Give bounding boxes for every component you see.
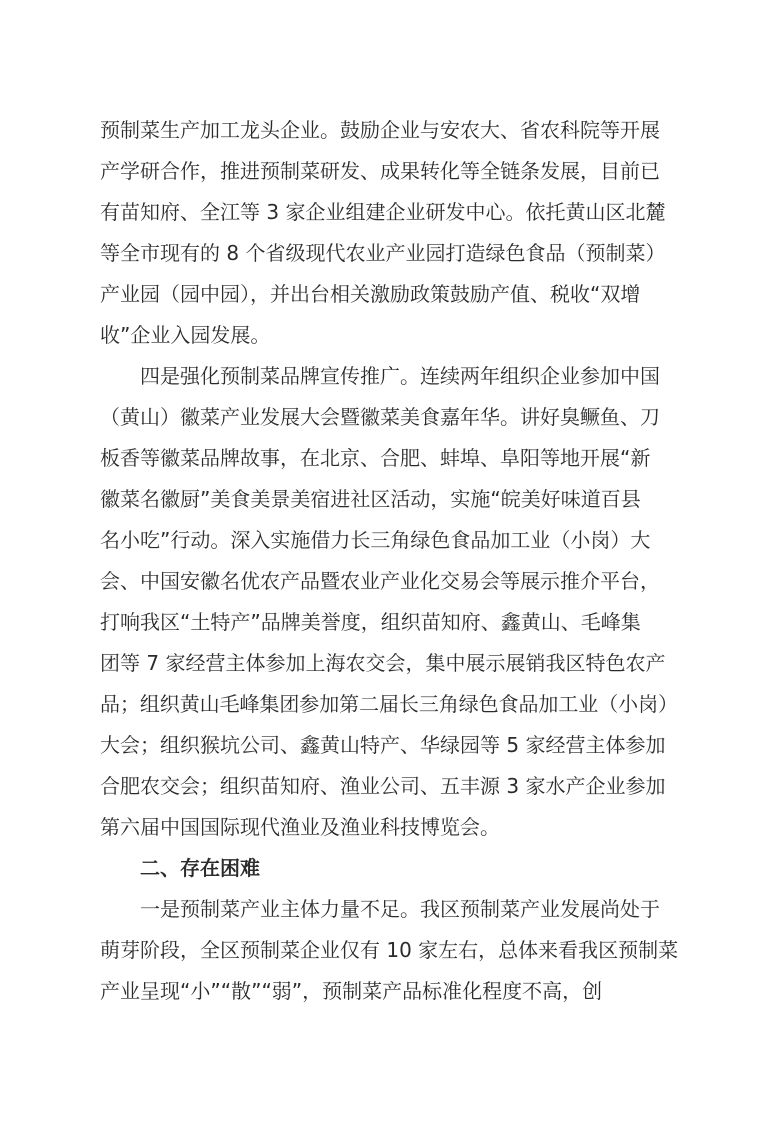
text-line-content: 有苗知府、全江等 3 家企业组建企业研发中心。依托黄山区北麓 <box>100 200 666 224</box>
text-line-content: 四是强化预制菜品牌宣传推广。连续两年组织企业参加中国 <box>140 364 660 388</box>
text-line-content: 名小吃”行动。深入实施借力长三角绿色食品加工业（小岗）大 <box>100 528 651 552</box>
text-line-content: 一是预制菜产业主体力量不足。我区预制菜产业发展尚处于 <box>140 897 660 921</box>
text-line <box>0 113 777 147</box>
text-line-content: （黄山）徽菜产业发展大会暨徽菜美食嘉年华。讲好臭鳜鱼、刀 <box>100 405 660 429</box>
text-line-content: 打响我区“土特产”品牌美誉度，组织苗知府、鑫黄山、毛峰集 <box>100 610 641 634</box>
text-line-content: 团等 7 家经营主体参加上海农交会，集中展示展销我区特色农产 <box>100 651 666 675</box>
paragraph-first-line <box>0 892 777 926</box>
text-line-content: 预制菜生产加工龙头企业。鼓励企业与安农大、省农科院等开展 <box>100 118 660 142</box>
text-line <box>0 769 777 803</box>
section-heading <box>0 851 777 885</box>
text-line <box>0 400 777 434</box>
text-line <box>0 933 777 967</box>
text-line-content: 徽菜名徽厨”美食美景美宿进社区活动，实施“皖美好味道百县 <box>100 487 641 511</box>
text-line <box>0 523 777 557</box>
text-line-content: 会、中国安徽名优农产品暨农业产业化交易会等展示推介平台， <box>100 569 660 593</box>
text-line <box>0 646 777 680</box>
text-line <box>0 687 777 721</box>
text-line <box>0 810 777 844</box>
text-line <box>0 974 777 1008</box>
text-line-content: 第六届中国国际现代渔业及渔业科技博览会。 <box>100 815 500 839</box>
text-line <box>0 441 777 475</box>
text-line-content: 合肥农交会；组织苗知府、渔业公司、五丰源 3 家水产企业参加 <box>100 774 666 798</box>
text-line <box>0 605 777 639</box>
text-line <box>0 195 777 229</box>
text-line-content: 板香等徽菜品牌故事，在北京、合肥、蚌埠、阜阳等地开展“新 <box>100 446 651 470</box>
text-line-content: 大会；组织猴坑公司、鑫黄山特产、华绿园等 5 家经营主体参加 <box>100 733 666 757</box>
text-line <box>0 482 777 516</box>
text-line-content: 收”企业入园发展。 <box>100 323 271 347</box>
text-line-content: 萌芽阶段，全区预制菜企业仅有 10 家左右，总体来看我区预制菜 <box>100 938 679 962</box>
text-line-content: 产业园（园中园），并出台相关激励政策鼓励产值、税收“双增 <box>100 282 641 306</box>
text-line-content: 等全市现有的 8 个省级现代农业产业园打造绿色食品（预制菜） <box>100 241 666 265</box>
section-heading-text: 二、存在困难 <box>140 856 260 880</box>
text-line <box>0 236 777 270</box>
text-line <box>0 318 777 352</box>
text-line <box>0 277 777 311</box>
text-line-content: 品；组织黄山毛峰集团参加第二届长三角绿色食品加工业（小岗） <box>100 692 678 716</box>
text-line-content: 产学研合作，推进预制菜研发、成果转化等全链条发展，目前已 <box>100 159 660 183</box>
text-line <box>0 564 777 598</box>
text-line <box>0 154 777 188</box>
text-line <box>0 728 777 762</box>
text-line-content: 产业呈现“小”“散”“弱”，预制菜产品标准化程度不高，创 <box>100 979 603 1003</box>
paragraph-first-line <box>0 359 777 393</box>
